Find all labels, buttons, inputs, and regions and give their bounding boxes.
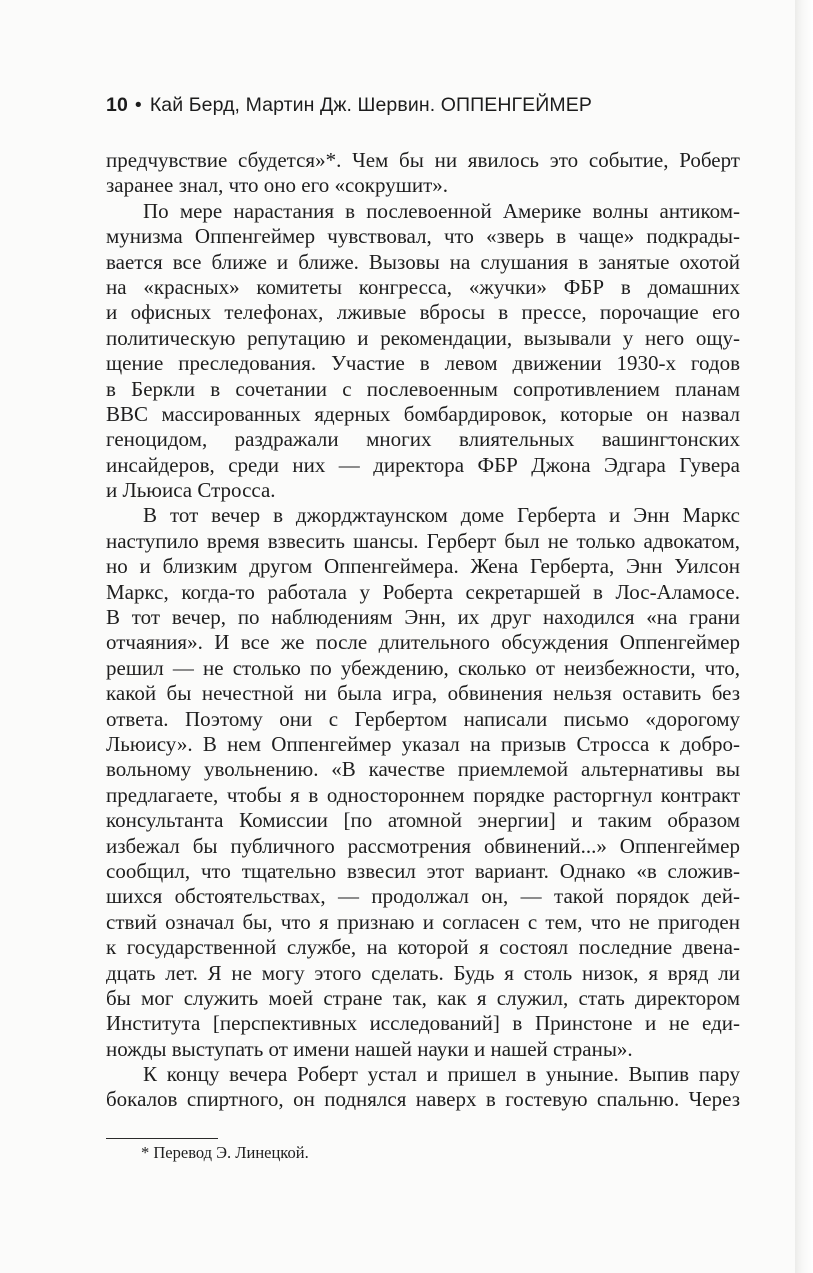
text-line: По мере нарастания в послевоенной Америке волны антиком- bbox=[143, 198, 740, 223]
text-line: но и близким другом Оппенгеймера. Жена Герберта, Энн Уилсон bbox=[106, 554, 740, 579]
page-edge bbox=[795, 0, 813, 1273]
text-line: геноцидом, раздражали многих влиятельных вашингтонских bbox=[106, 427, 740, 452]
text-line: на «красных» комитеты конгресса, «жучки» ФБР в домашних bbox=[106, 274, 740, 299]
text-line: ответа. Поэтому они с Гербертом написали письмо «дорогому bbox=[106, 706, 740, 731]
text-line: предчувствие сбудется»*. Чем бы ни явилось это событие, Роберт bbox=[106, 148, 740, 172]
running-header bbox=[106, 94, 592, 117]
text-line: инсайдеров, среди них — директора ФБР Джона Эдгара Гувера bbox=[106, 452, 740, 477]
text-line: бы мог служить моей стране так, как я служил, стать директором bbox=[106, 985, 740, 1010]
text-line: предлагаете, чтобы я в одностороннем порядке расторгнул контракт bbox=[106, 782, 740, 807]
running-title: Кай Берд, Мартин Дж. Шервин. ОППЕНГЕЙМЕР bbox=[149, 94, 592, 116]
text-line: ствий означал бы, что я признаю и согласен с тем, что не пригоден bbox=[106, 909, 740, 934]
text-line: вается все ближе и ближе. Вызовы на слушания в занятые охотой bbox=[106, 249, 740, 274]
text-line: дцать лет. Я не могу этого сделать. Будь я столь низок, я вряд ли bbox=[106, 960, 740, 985]
text-line: и офисных телефонах, лживые вбросы в прессе, порочащие его bbox=[106, 300, 740, 325]
text-line: Института [перспективных исследований] в Принстоне и не еди- bbox=[106, 1011, 740, 1036]
text-line: вольному увольнению. «В качестве приемлемой альтернативы вы bbox=[106, 757, 740, 782]
text-line: консультанта Комиссии [по атомной энергии] и таким образом bbox=[106, 808, 740, 833]
text-line: и Льюиса Стросса. bbox=[106, 478, 276, 503]
text-line: Льюису». В нем Оппенгеймер указал на призыв Стросса к добро- bbox=[106, 731, 740, 756]
text-line: решил — не столько по убеждению, сколько от неизбежности, что, bbox=[106, 655, 740, 680]
text-line: избежал бы публичного рассмотрения обвинений...» Оппенгеймер bbox=[106, 833, 740, 858]
text-line: К концу вечера Роберт устал и пришел в уныние. Выпив пару bbox=[143, 1062, 740, 1087]
header-separator: • bbox=[134, 94, 142, 116]
text-line: В тот вечер, по наблюдениям Энн, их друг находился «на грани bbox=[106, 605, 740, 630]
text-line: В тот вечер в джорджтаунском доме Герберта и Энн Маркс bbox=[143, 503, 740, 528]
text-line: бокалов спиртного, он поднялся наверх в гостевую спальню. Через bbox=[106, 1087, 740, 1112]
text-line: шихся обстоятельствах, — продолжал он, — такой порядок дей- bbox=[106, 884, 740, 909]
text-line: политическую репутацию и рекомендации, вызывали у него ощу- bbox=[106, 325, 740, 350]
footnote: * Перевод Э. Линецкой. bbox=[141, 1143, 309, 1162]
footnote-divider bbox=[106, 1138, 218, 1139]
text-line: сообщил, что тщательно взвесил этот вариант. Однако «в сложив- bbox=[106, 858, 740, 883]
text-line: Маркс, когда-то работала у Роберта секретаршей в Лос-Аламосе. bbox=[106, 579, 740, 604]
text-line: мунизма Оппенгеймер чувствовал, что «зверь в чаще» подкрады- bbox=[106, 224, 740, 249]
text-line: заранее знал, что оно его «сокрушит». bbox=[106, 173, 449, 198]
text-line: наступило время взвесить шансы. Герберт был не только адвокатом, bbox=[106, 528, 740, 553]
text-line: ВВС массированных ядерных бомбардировок, которые он назвал bbox=[106, 401, 740, 426]
text-line: какой бы нечестной ни была игра, обвинения нельзя оставить без bbox=[106, 681, 740, 706]
text-line: щение преследования. Участие в левом движении 1930-х годов bbox=[106, 351, 740, 376]
page-number: 10 bbox=[106, 94, 128, 116]
text-line: к государственной службе, на которой я состоял последние двена- bbox=[106, 935, 740, 960]
text-line: отчаяния». И все же после длительного обсуждения Оппенгеймер bbox=[106, 630, 740, 655]
text-line: ножды выступать от имени нашей науки и нашей страны». bbox=[106, 1036, 633, 1061]
body-text bbox=[106, 148, 740, 1113]
text-line: в Беркли в сочетании с послевоенным сопротивлением планам bbox=[106, 376, 740, 401]
